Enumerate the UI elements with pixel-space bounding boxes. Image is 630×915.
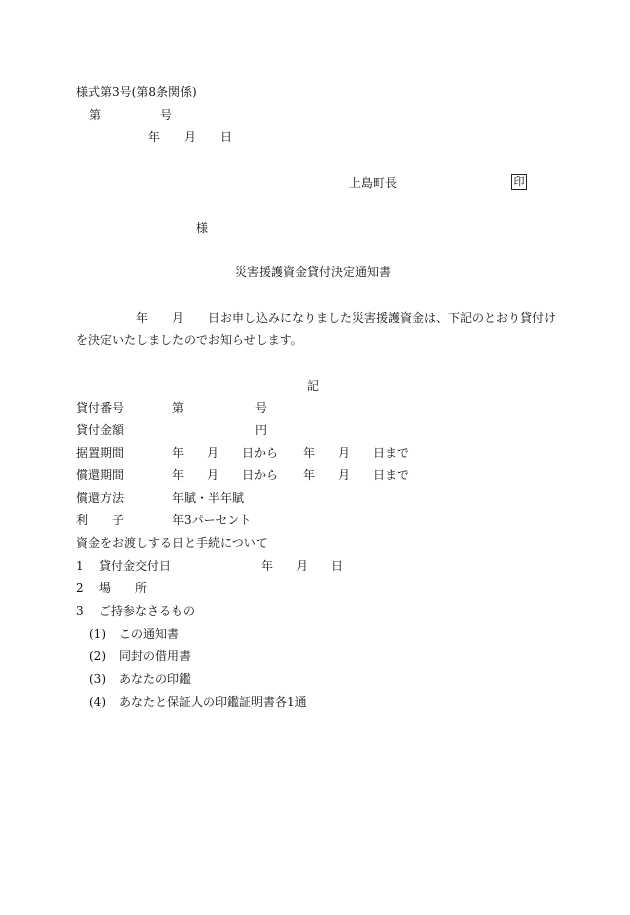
handover-item1-number: 1 <box>76 559 84 573</box>
repayment-method-value: 年賦・半年賦 <box>172 491 245 505</box>
issuer-title: 上島町長 <box>349 176 398 190</box>
body-line1-tsuki: 月 <box>172 311 185 325</box>
recipient-honorific: 様 <box>196 221 209 235</box>
repayment-method-label: 償還方法 <box>76 491 125 505</box>
grace-end-tsuki: 月 <box>338 446 351 460</box>
handover-item3-number: 3 <box>76 604 84 618</box>
repay-start-tsuki: 月 <box>207 468 220 482</box>
subitem-text: あなたと保証人の印鑑証明書各1通 <box>119 695 307 709</box>
subitem-number: (1) <box>89 627 106 641</box>
repay-start-from: 日から <box>242 468 279 482</box>
loan-amount-label: 貸付金額 <box>76 423 125 437</box>
reference-go: 号 <box>160 108 173 122</box>
handover-item1-nichi: 日 <box>331 559 344 573</box>
subitem-number: (4) <box>89 695 106 709</box>
form-label: 様式第3号(第8条関係) <box>76 85 197 99</box>
repayment-period-label: 償還期間 <box>76 468 125 482</box>
handover-item1-tsuki: 月 <box>296 559 309 573</box>
subitem-text: あなたの印鑑 <box>119 672 192 686</box>
repay-start-nen: 年 <box>172 468 185 482</box>
repay-end-nen: 年 <box>303 468 316 482</box>
handover-item2-number: 2 <box>76 581 84 595</box>
grace-start-from: 日から <box>242 446 279 460</box>
grace-period-label: 据置期間 <box>76 446 125 460</box>
loan-number-label: 貸付番号 <box>76 401 125 415</box>
subitem-number: (2) <box>89 649 106 663</box>
reference-dai: 第 <box>89 108 102 122</box>
interest-label: 利 子 <box>76 513 125 527</box>
date-nen: 年 <box>148 130 161 144</box>
document-title: 災害援護資金貸付決定通知書 <box>235 265 392 279</box>
handover-heading: 資金をお渡しする日と手続について <box>76 536 268 550</box>
loan-number-dai: 第 <box>172 401 185 415</box>
interest-value: 年3パーセント <box>172 513 252 527</box>
subitem-number: (3) <box>89 672 106 686</box>
grace-end-nen: 年 <box>303 446 316 460</box>
handover-item1-label: 貸付金交付日 <box>99 559 172 573</box>
handover-item2-label: 場 所 <box>99 581 148 595</box>
ki-heading: 記 <box>307 379 320 393</box>
repay-end-until: 日まで <box>373 468 410 482</box>
loan-amount-unit: 円 <box>255 423 268 437</box>
body-line2-text: を決定いたしましたのでお知らせします。 <box>76 333 303 347</box>
handover-item3-label: ご持参なさるもの <box>99 604 196 618</box>
subitem-text: この通知書 <box>119 627 180 641</box>
subitem-text: 同封の借用書 <box>119 649 192 663</box>
handover-item1-nen: 年 <box>261 559 274 573</box>
body-line1-nen: 年 <box>136 311 149 325</box>
date-nichi: 日 <box>220 130 233 144</box>
date-tsuki: 月 <box>184 130 197 144</box>
body-line1-text: 日お申し込みになりました災害援護資金は、下記のとおり貸付け <box>208 311 557 325</box>
seal-stamp: 印 <box>511 174 527 190</box>
grace-end-until: 日まで <box>373 446 410 460</box>
grace-start-tsuki: 月 <box>207 446 220 460</box>
repay-end-tsuki: 月 <box>338 468 351 482</box>
grace-start-nen: 年 <box>172 446 185 460</box>
loan-number-go: 号 <box>255 401 268 415</box>
